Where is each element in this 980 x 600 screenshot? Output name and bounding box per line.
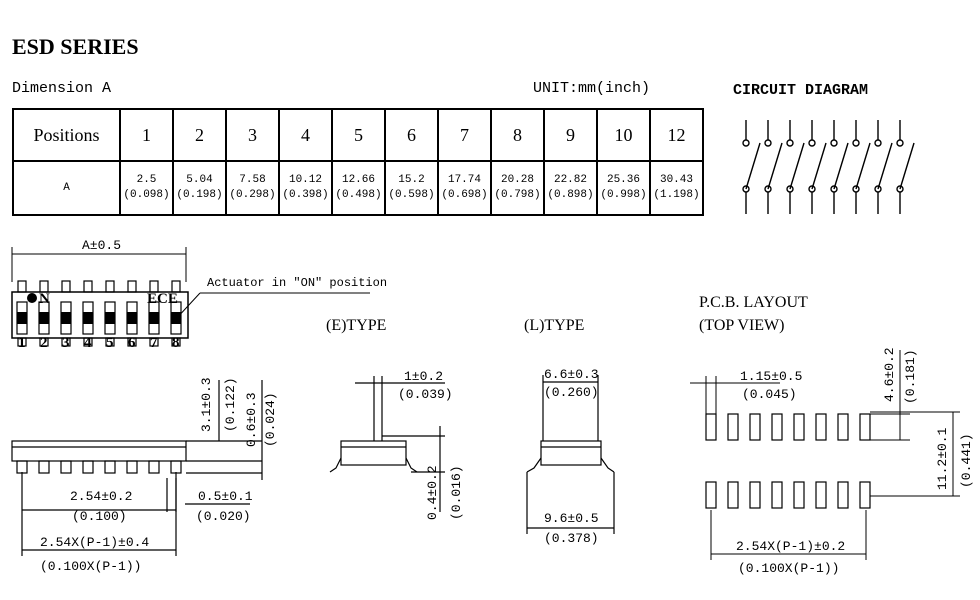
positions-header: Positions [13, 109, 120, 161]
pcb-label: P.C.B. LAYOUT [699, 294, 808, 311]
e-type-dim-top-in: (0.039) [398, 387, 453, 402]
circuit-switch-blade [900, 143, 914, 189]
switch-number: 3 [62, 335, 70, 351]
pcb-pad [794, 414, 804, 440]
pcb-pad [794, 482, 804, 508]
side-dim-standoff: 0.6±0.3 [244, 392, 259, 447]
actuator-knob [149, 312, 159, 324]
pcb-pad [750, 482, 760, 508]
pcb-dim-pad-len-in: (0.181) [903, 349, 918, 404]
e-type-label: (E)TYPE [326, 317, 387, 334]
dimension-inch: (0.598) [388, 189, 435, 201]
switch-number: 7 [150, 335, 158, 351]
position-cell: 3 [226, 109, 279, 161]
side-pin [105, 461, 115, 473]
side-pin [17, 461, 27, 473]
pcb-pad [706, 482, 716, 508]
position-cell: 4 [279, 109, 332, 161]
dimension-inch: (0.698) [441, 189, 488, 201]
dimension-inch: (0.998) [600, 189, 647, 201]
circuit-contact [897, 140, 903, 146]
side-pin [171, 461, 181, 473]
dimension-inch: (0.098) [123, 189, 170, 201]
dimension-inch: (0.398) [282, 189, 329, 201]
switch-number: 2 [40, 335, 48, 351]
l-type-dim-bottom-in: (0.378) [544, 531, 599, 546]
pcb-dim-row-in: (0.441) [959, 433, 974, 488]
pcb-pad [816, 482, 826, 508]
l-type-dim-bottom: 9.6±0.5 [544, 511, 599, 526]
actuator-knob [17, 312, 27, 324]
top-dim-a: A±0.5 [82, 238, 122, 253]
dimension-inch: (0.898) [547, 189, 594, 201]
pcb-pad [860, 482, 870, 508]
circuit-diagram [743, 120, 914, 214]
page-title: ESD SERIES [12, 34, 139, 59]
dimension-mm: 17.74 [447, 174, 481, 186]
switch-number: 4 [84, 335, 92, 351]
pcb-dim-total-in: (0.100X(P-1)) [738, 561, 840, 576]
pcb-dim-row: 11.2±0.1 [935, 427, 950, 490]
position-cell: 9 [544, 109, 597, 161]
dimension-inch: (0.798) [494, 189, 541, 201]
actuator-knob [39, 312, 49, 324]
circuit-contact [875, 140, 881, 146]
pcb-sublabel: (TOP VIEW) [699, 317, 785, 334]
pcb-pad [772, 482, 782, 508]
brand-mark: ECE [147, 291, 178, 307]
top-pin [18, 281, 26, 292]
side-pin [149, 461, 159, 473]
top-pin [106, 281, 114, 292]
dimension-mm: 22.82 [553, 174, 587, 186]
l-type-dim-top-in: (0.260) [544, 385, 599, 400]
position-cell: 5 [332, 109, 385, 161]
pcb-dim-pad-in: (0.045) [742, 387, 797, 402]
pcb-pad [728, 414, 738, 440]
e-type-dim-top: 1±0.2 [404, 369, 444, 384]
circuit-diagram-label: CIRCUIT DIAGRAM [733, 82, 869, 99]
circuit-switch-blade [790, 143, 804, 189]
switch-number: 5 [106, 335, 114, 351]
circuit-switch-blade [856, 143, 870, 189]
side-dim-total-in: (0.100X(P-1)) [40, 559, 142, 574]
position-cell: 8 [491, 109, 544, 161]
dimension-inch: (0.498) [335, 189, 382, 201]
circuit-contact [743, 140, 749, 146]
pcb-pad [772, 414, 782, 440]
position-cell: 2 [173, 109, 226, 161]
side-dim-pin-in: (0.020) [196, 509, 251, 524]
position-cell: 12 [650, 109, 703, 161]
circuit-contact [831, 140, 837, 146]
side-dim-standoff-in: (0.024) [263, 392, 278, 447]
circuit-contact [809, 140, 815, 146]
pcb-pad [750, 414, 760, 440]
dimension-mm: 10.12 [288, 174, 322, 186]
side-dim-pitch: 2.54±0.2 [70, 489, 133, 504]
circuit-switch-blade [812, 143, 826, 189]
position-cell: 1 [120, 109, 173, 161]
pcb-dimension-lines [690, 350, 960, 560]
pcb-dim-pad: 1.15±0.5 [740, 369, 803, 384]
on-dot-icon [27, 293, 37, 303]
dimension-mm: 25.36 [606, 174, 640, 186]
position-cell: 6 [385, 109, 438, 161]
side-pin [61, 461, 71, 473]
actuator-knob [83, 312, 93, 324]
pcb-pad [706, 414, 716, 440]
circuit-switch-blade [768, 143, 782, 189]
actuator-note: Actuator in "ON" position [207, 276, 388, 290]
on-mark: N [39, 291, 50, 307]
position-cell: 10 [597, 109, 650, 161]
dimension-mm: 7.58 [239, 174, 266, 186]
dimension-inch: (1.198) [653, 189, 700, 201]
side-pin [39, 461, 49, 473]
dimension-inch: (0.298) [229, 189, 276, 201]
side-dim-pin: 0.5±0.1 [198, 489, 253, 504]
side-pin [127, 461, 137, 473]
top-pin [84, 281, 92, 292]
unit-label: UNIT:mm(inch) [533, 80, 651, 97]
switch-number: 6 [128, 335, 136, 351]
row-label-a: A [13, 161, 120, 215]
circuit-contact [765, 140, 771, 146]
circuit-switch-blade [834, 143, 848, 189]
side-dim-pitch-in: (0.100) [72, 509, 127, 524]
circuit-contact [787, 140, 793, 146]
dimension-mm: 2.5 [136, 174, 157, 186]
l-type-label: (L)TYPE [524, 317, 585, 334]
circuit-switch-blade [746, 143, 760, 189]
dimension-mm: 20.28 [500, 174, 534, 186]
pcb-pad [838, 414, 848, 440]
switch-number: 8 [172, 335, 180, 351]
pcb-pad [728, 482, 738, 508]
top-pin [62, 281, 70, 292]
e-type-dim-right-in: (0.016) [449, 465, 464, 520]
actuator-knob [105, 312, 115, 324]
top-pin [128, 281, 136, 292]
pcb-dim-pad-len: 4.6±0.2 [882, 347, 897, 402]
dimension-a-label: Dimension A [12, 80, 112, 97]
top-view [12, 238, 387, 351]
pcb-pads [706, 414, 870, 508]
dimension-mm: 5.04 [186, 174, 213, 186]
dimension-inch: (0.198) [176, 189, 223, 201]
side-pin [83, 461, 93, 473]
side-dim-total: 2.54X(P-1)±0.4 [40, 535, 150, 550]
pcb-pad [860, 414, 870, 440]
side-dim-height-in: (0.122) [223, 377, 238, 432]
pcb-pad [838, 482, 848, 508]
pcb-pad [816, 414, 826, 440]
l-type-dim-top: 6.6±0.3 [544, 367, 599, 382]
dimension-mm: 15.2 [398, 174, 425, 186]
pcb-dim-total: 2.54X(P-1)±0.2 [736, 539, 846, 554]
circuit-switch-blade [878, 143, 892, 189]
e-type-dim-right: 0.4±0.2 [425, 465, 440, 520]
circuit-contact [853, 140, 859, 146]
switch-number: 1 [18, 335, 26, 351]
side-dim-height: 3.1±0.3 [199, 377, 214, 432]
position-cell: 7 [438, 109, 491, 161]
dimension-mm: 30.43 [659, 174, 693, 186]
dimension-mm: 12.66 [341, 174, 375, 186]
actuator-knob [127, 312, 137, 324]
actuator-knob [61, 312, 71, 324]
actuator-knob [171, 312, 181, 324]
